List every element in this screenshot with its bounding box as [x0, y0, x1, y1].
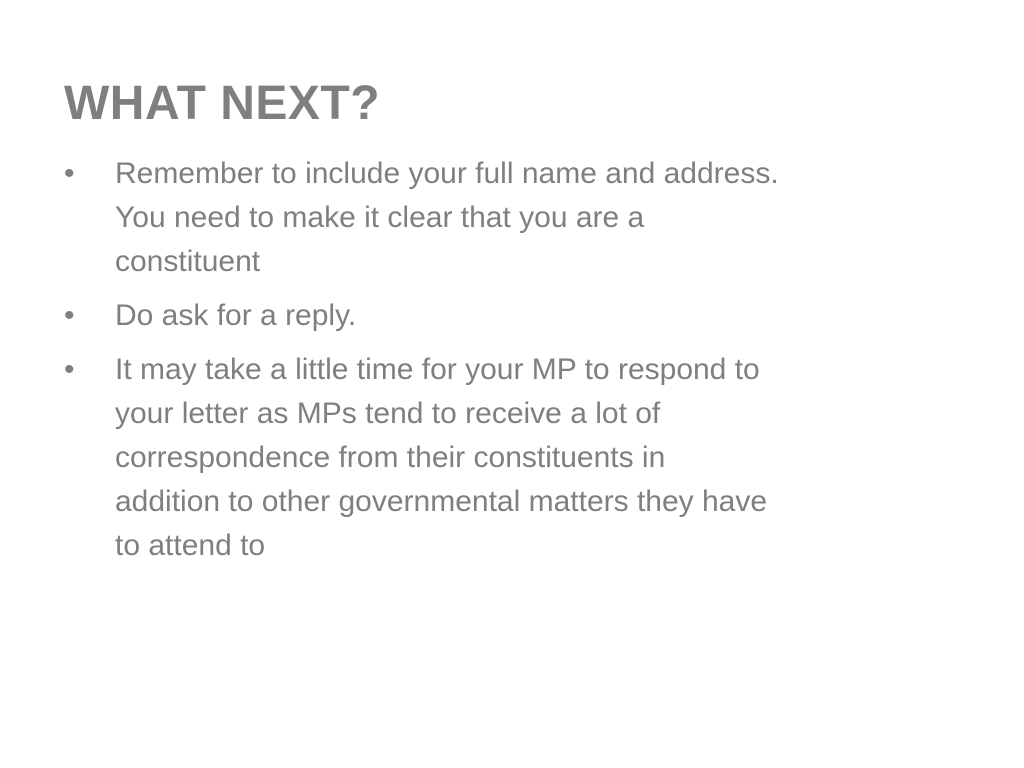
slide-title: WHAT NEXT?	[64, 77, 381, 130]
bullet-line: It may take a little time for your MP to respond to	[115, 353, 760, 386]
bullet-icon: •	[64, 299, 75, 332]
bullet-line: Remember to include your full name and address.	[115, 157, 779, 190]
bullet-list	[64, 152, 894, 578]
bullet-line: addition to other governmental matters they have	[115, 485, 768, 518]
bullet-item-response-time	[64, 348, 894, 568]
bullet-line: constituent	[115, 245, 261, 278]
bullet-icon: •	[64, 353, 75, 386]
bullet-line: to attend to	[115, 529, 266, 562]
bullet-line: your letter as MPs tend to receive a lot of	[115, 397, 661, 430]
bullet-line: You need to make it clear that you are a	[115, 201, 645, 234]
bullet-line: correspondence from their constituents in	[115, 441, 666, 474]
bullet-line: Do ask for a reply.	[115, 299, 357, 332]
bullet-icon: •	[64, 157, 75, 190]
bullet-item-ask-reply	[64, 294, 894, 338]
bullet-item-reminder	[64, 152, 894, 284]
